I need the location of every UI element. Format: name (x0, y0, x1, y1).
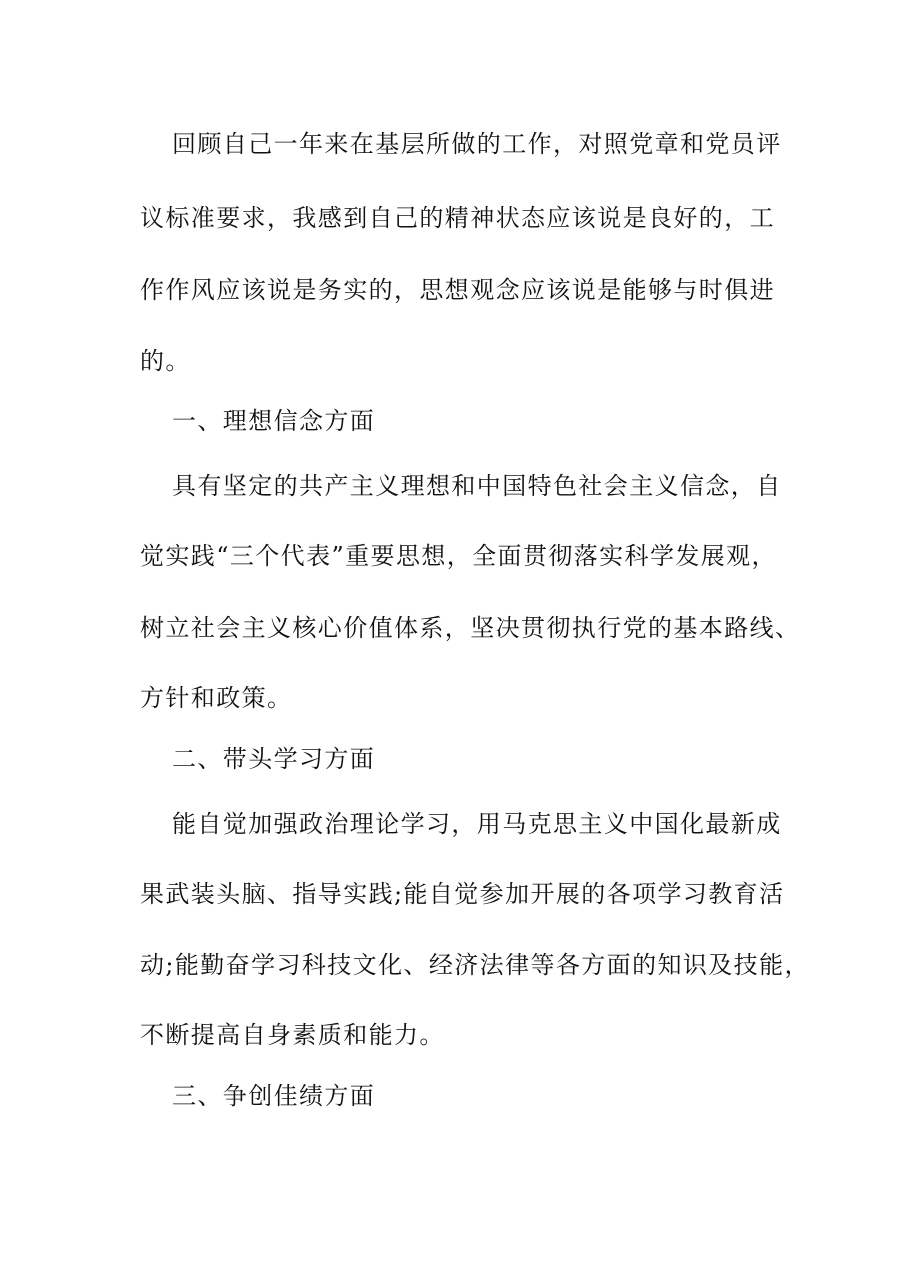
paragraph-line: 树立社会主义核心价值体系，坚决贯彻执行党的基本路线、 (140, 614, 801, 642)
section-heading: 三、争创佳绩方面 (172, 1082, 376, 1110)
paragraph-line: 的。 (140, 347, 191, 375)
paragraph-line: 不断提高自身素质和能力。 (140, 1021, 445, 1049)
paragraph-line: 议标准要求，我感到自己的精神状态应该说是良好的，工 (140, 204, 775, 232)
paragraph-line: 觉实践“三个代表”重要思想，全面贯彻落实科学发展观， (140, 542, 777, 570)
paragraph-line: 动;能勤奋学习科技文化、经济法律等各方面的知识及技能， (140, 951, 810, 979)
paragraph-line: 回顾自己一年来在基层所做的工作，对照党章和党员评 (172, 130, 782, 158)
paragraph-line: 作作风应该说是务实的，思想观念应该说是能够与时俱进 (140, 276, 775, 304)
paragraph-line: 方针和政策。 (140, 684, 293, 712)
paragraph-line: 果武装头脑、指导实践;能自觉参加开展的各项学习教育活 (140, 880, 785, 908)
paragraph-line: 能自觉加强政治理论学习，用马克思主义中国化最新成 (172, 810, 782, 838)
paragraph-line: 具有坚定的共产主义理想和中国特色社会主义信念，自 (172, 472, 782, 500)
section-heading: 二、带头学习方面 (172, 745, 376, 773)
section-heading: 一、理想信念方面 (172, 407, 376, 435)
